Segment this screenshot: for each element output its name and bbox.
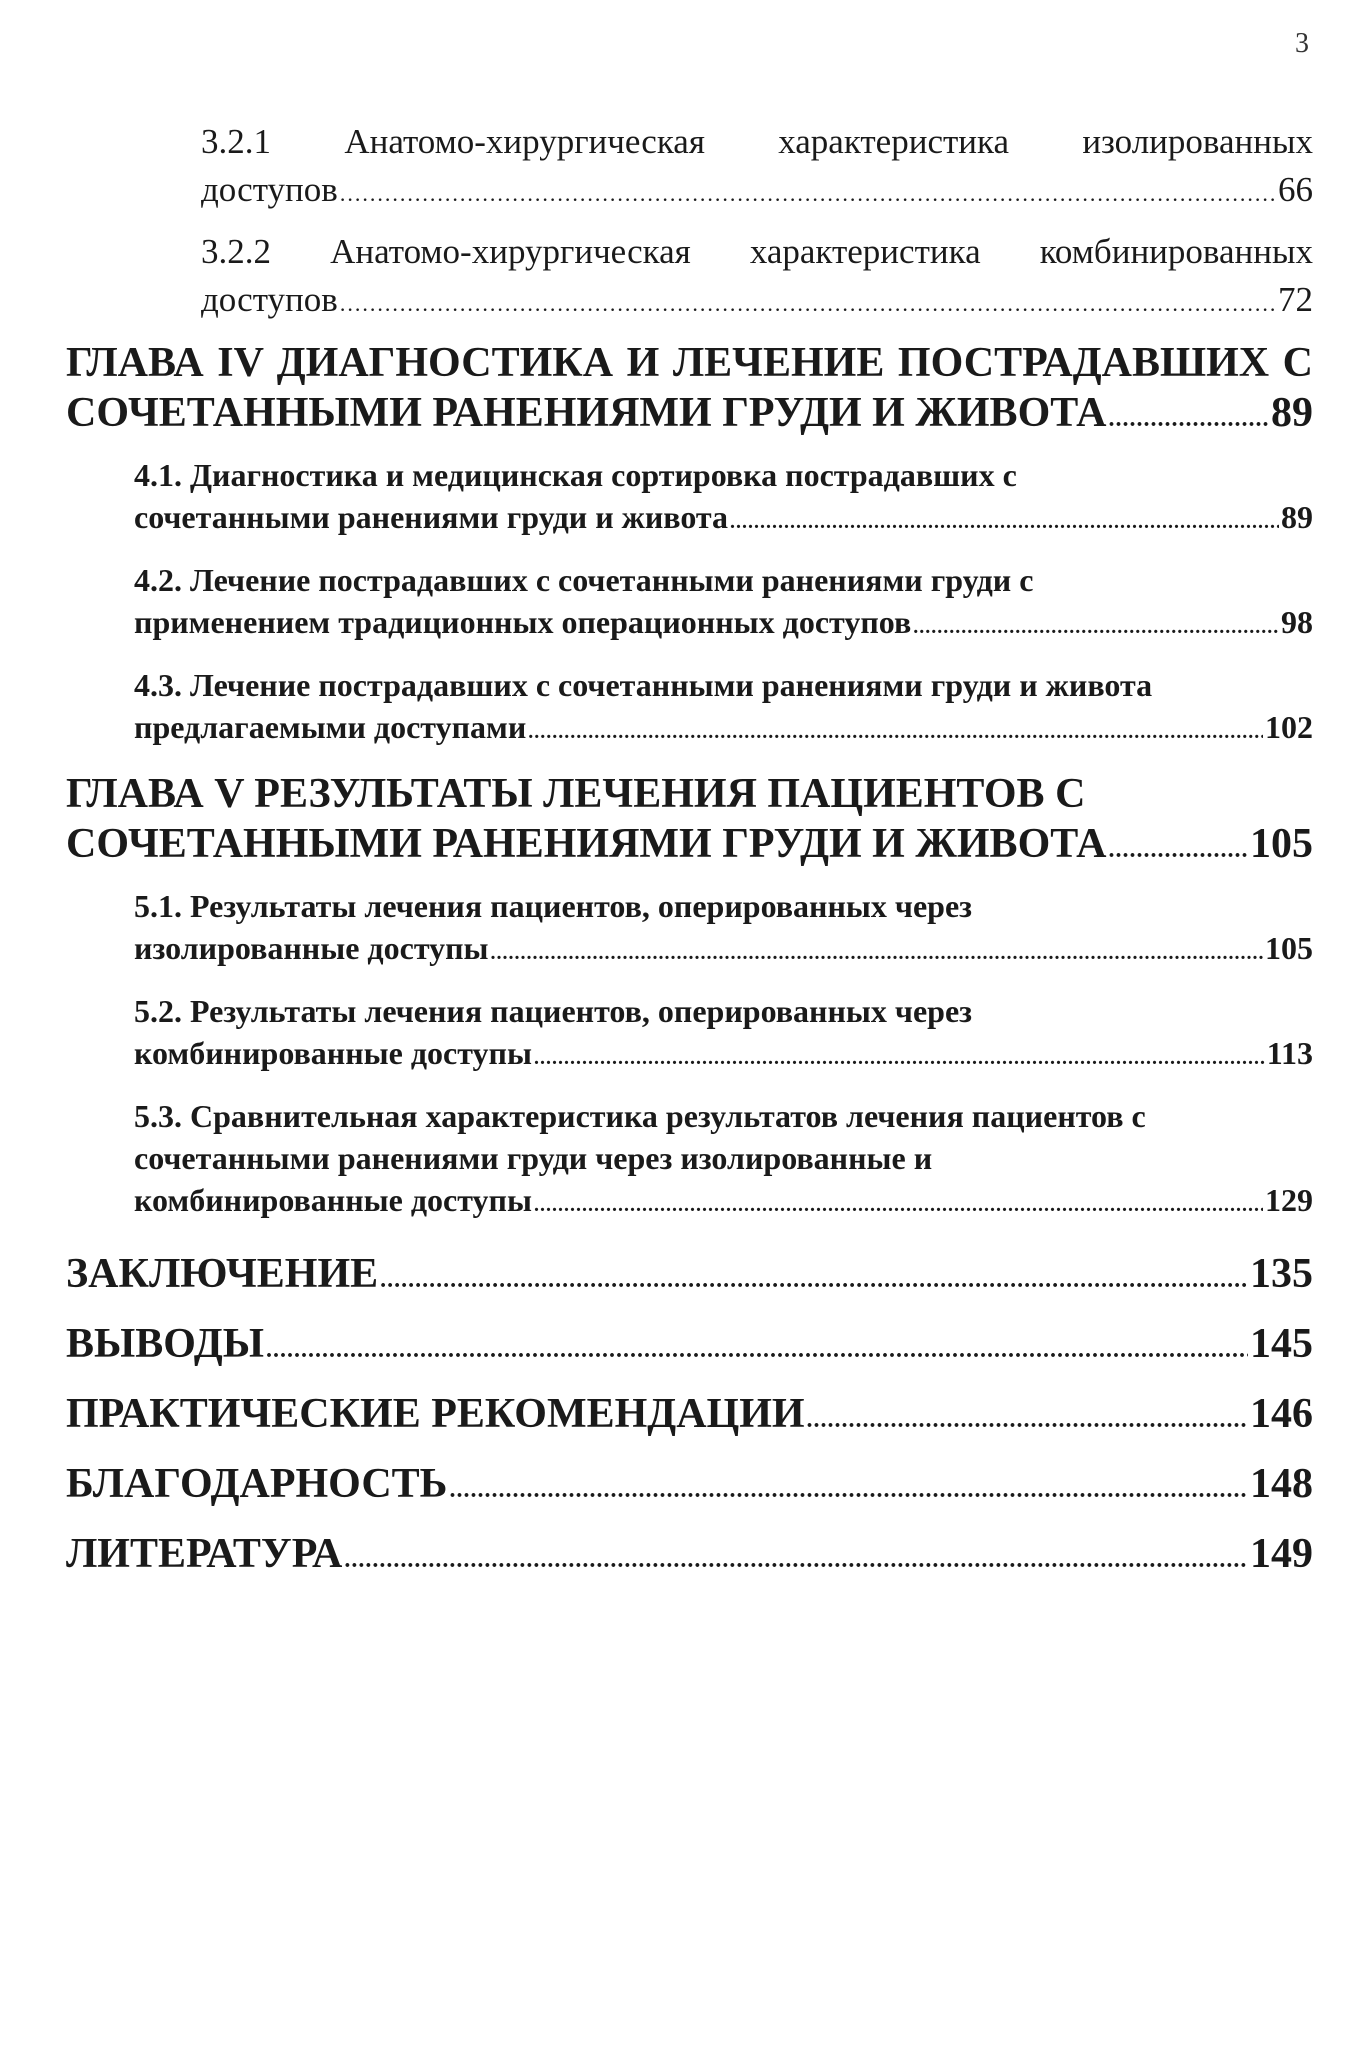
toc-acknowledgment — [66, 1452, 1313, 1522]
toc-page-number: 89 — [1271, 390, 1313, 436]
toc-chapter-5 — [66, 769, 1313, 875]
toc-entry-title: 3.2.2 Анатомо-хирургическая характеристика комбинированных — [201, 232, 1313, 271]
toc-chapter-title: ГЛАВА IV ДИАГНОСТИКА И ЛЕЧЕНИЕ ПОСТРАДАВШИХ С — [66, 340, 1313, 386]
toc-literature — [66, 1522, 1313, 1592]
toc-page-number: 98 — [1281, 604, 1313, 640]
toc-entry-last-line — [66, 819, 1313, 875]
dot-leader — [1108, 394, 1269, 444]
toc-chapter-4 — [66, 338, 1313, 444]
dot-leader — [1108, 825, 1248, 875]
toc-entry-title: 4.1. Диагностика и медицинская сортировка пострадавших с — [134, 457, 1017, 493]
toc-entry-3-2-1 — [201, 118, 1313, 218]
toc-page-number: 145 — [1250, 1321, 1313, 1367]
toc-entry-title-cont: предлагаемыми доступами — [134, 709, 527, 745]
toc-page-number: 146 — [1250, 1391, 1313, 1437]
toc-top-title: ЗАКЛЮЧЕНИЕ — [66, 1251, 379, 1297]
toc-entry-last-line — [134, 1179, 1313, 1226]
toc-top-title: ПРАКТИЧЕСКИЕ РЕКОМЕНДАЦИИ — [66, 1391, 805, 1437]
dot-leader — [528, 711, 1263, 753]
dot-leader — [730, 501, 1279, 543]
toc-entry-last-line — [134, 706, 1313, 753]
toc-findings — [66, 1312, 1313, 1382]
toc-page-number: 105 — [1265, 930, 1313, 966]
toc-entry-title-cont: изолированные доступы — [134, 930, 489, 966]
toc-entry-title-cont: применением традиционных операционных доступов — [134, 604, 912, 640]
toc-entry-line — [66, 1522, 1313, 1592]
toc-entry-last-line — [134, 496, 1313, 543]
toc-entry-title: 5.1. Результаты лечения пациентов, оперированных через — [134, 888, 973, 924]
dot-leader — [807, 1388, 1248, 1452]
toc-page-number: 113 — [1266, 1035, 1313, 1071]
toc-page-number: 66 — [1278, 170, 1313, 209]
toc-entry-title-cont: комбинированные доступы — [134, 1035, 532, 1071]
toc-chapter-title: ГЛАВА V РЕЗУЛЬТАТЫ ЛЕЧЕНИЯ ПАЦИЕНТОВ С — [66, 771, 1086, 817]
dot-leader — [266, 1318, 1248, 1382]
toc-entry-4-2 — [134, 559, 1313, 648]
toc-entry-line — [66, 1242, 1313, 1312]
dot-leader — [449, 1458, 1248, 1522]
toc-entry-line — [66, 1382, 1313, 1452]
dot-leader — [340, 170, 1276, 218]
dot-leader — [534, 1184, 1263, 1226]
toc-entry-title: 5.3. Сравнительная характеристика результатов лечения пациентов с — [134, 1098, 1146, 1134]
toc-chapter-title-cont: СОЧЕТАННЫМИ РАНЕНИЯМИ ГРУДИ И ЖИВОТА — [66, 821, 1107, 867]
page-number: 3 — [1295, 28, 1309, 59]
toc-entry-4-3 — [134, 664, 1313, 753]
dot-leader — [491, 932, 1263, 974]
toc-page-number: 148 — [1250, 1461, 1313, 1507]
toc-top-title: ЛИТЕРАТУРА — [66, 1531, 343, 1577]
toc-page-number: 105 — [1250, 821, 1313, 867]
toc-conclusion — [66, 1242, 1313, 1312]
dot-leader — [534, 1037, 1265, 1079]
toc-entry-last-line — [201, 166, 1313, 218]
toc-entry-title-cont: сочетанными ранениями груди и живота — [134, 499, 729, 535]
toc-entry-line — [66, 1452, 1313, 1522]
toc-page-number: 149 — [1250, 1531, 1313, 1577]
toc-chapter-title-cont: СОЧЕТАННЫМИ РАНЕНИЯМИ ГРУДИ И ЖИВОТА — [66, 390, 1107, 436]
toc-page-number: 135 — [1250, 1251, 1313, 1297]
toc-entry-4-1 — [134, 454, 1313, 543]
dot-leader — [340, 280, 1276, 328]
toc-page-number: 102 — [1265, 709, 1313, 745]
toc-entry-title-cont: доступов — [201, 280, 338, 319]
toc-entry-title: 4.2. Лечение пострадавших с сочетанными ранениями груди с — [134, 562, 1034, 598]
toc-page-number: 72 — [1278, 280, 1313, 319]
toc-entry-title-cont: сочетанными ранениями груди через изолированные и — [134, 1140, 933, 1176]
dot-leader — [913, 606, 1279, 648]
table-of-contents — [66, 118, 1313, 1592]
toc-entry-last-line — [134, 601, 1313, 648]
toc-entry-last-line — [66, 388, 1313, 444]
toc-entry-3-2-2 — [201, 228, 1313, 328]
toc-entry-title: 5.2. Результаты лечения пациентов, оперированных через — [134, 993, 973, 1029]
toc-entry-title-cont: доступов — [201, 170, 338, 209]
toc-entry-last-line — [201, 276, 1313, 328]
toc-entry-5-2 — [134, 990, 1313, 1079]
dot-leader — [344, 1528, 1248, 1592]
dot-leader — [380, 1248, 1248, 1312]
toc-entry-5-3 — [134, 1095, 1313, 1226]
toc-entry-title-cont: комбинированные доступы — [134, 1182, 532, 1218]
toc-entry-line — [66, 1312, 1313, 1382]
toc-entry-title: 4.3. Лечение пострадавших с сочетанными ранениями груди и живота — [134, 667, 1153, 703]
toc-entry-last-line — [134, 927, 1313, 974]
toc-entry-title: 3.2.1 Анатомо-хирургическая характеристика изолированных — [201, 122, 1313, 161]
toc-page-number: 89 — [1281, 499, 1313, 535]
toc-top-title: БЛАГОДАРНОСТЬ — [66, 1461, 448, 1507]
toc-top-title: ВЫВОДЫ — [66, 1321, 264, 1367]
toc-entry-5-1 — [134, 885, 1313, 974]
toc-recommendations — [66, 1382, 1313, 1452]
toc-page-number: 129 — [1265, 1182, 1313, 1218]
toc-entry-last-line — [134, 1032, 1313, 1079]
